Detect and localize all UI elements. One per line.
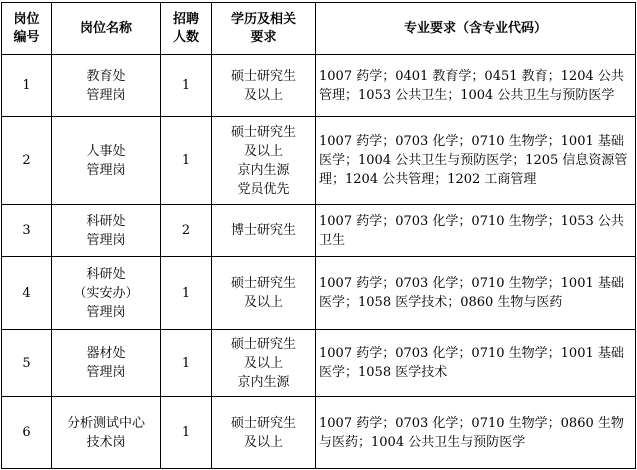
cell-count: 1: [161, 117, 212, 205]
cell-post-name: [52, 257, 161, 330]
post-name-line: 科研处: [86, 213, 126, 229]
job-posting-table: [1, 2, 636, 469]
header-row: [2, 3, 636, 55]
header-education-line1: 学历及相关: [230, 11, 296, 27]
education-line: 及以上: [243, 434, 283, 450]
education-line: 博士研究生: [230, 223, 296, 238]
post-name-line: 人事处: [86, 143, 126, 159]
post-name-line: 管理岗: [86, 232, 126, 248]
education-line: 及以上: [243, 143, 283, 159]
cell-major: 1007 药学；0703 化学；0710 生物学；1001 基础医学；1058 医学技术；0860 生物与医药: [316, 257, 636, 330]
header-education: [212, 3, 316, 55]
cell-post-id: 5: [2, 330, 52, 397]
header-count-line1: 招聘: [172, 11, 199, 27]
cell-count: 2: [161, 205, 212, 257]
cell-major: 1007 药学；0703 化学；0710 生物学；1001 基础医学；1058 医学技术: [316, 330, 636, 397]
header-post-id-line1: 岗位: [13, 11, 40, 27]
cell-count: 1: [161, 257, 212, 330]
table-body: [2, 55, 636, 469]
cell-post-name: [52, 205, 161, 257]
header-post-name: 岗位名称: [52, 3, 161, 55]
cell-post-id: 3: [2, 205, 52, 257]
post-name-line: 管理岗: [86, 304, 126, 320]
table-row: [2, 205, 636, 257]
education-line: 党员优先: [237, 181, 290, 197]
header-education-line2: 要求: [250, 29, 277, 45]
cell-major: 1007 药学；0703 化学；0710 生物学；1053 公共卫生: [316, 205, 636, 257]
cell-major: 1007 药学；0703 化学；0710 生物学；0860 生物与医药；1004 公共卫生与预防医学: [316, 397, 636, 469]
cell-education: [212, 205, 316, 257]
cell-education: [212, 55, 316, 117]
post-name-line: 器材处: [86, 346, 126, 361]
education-line: 硕士研究生: [230, 124, 296, 140]
cell-post-name: [52, 397, 161, 469]
post-name-line: 分析测试中心: [66, 415, 145, 431]
education-line: 硕士研究生: [230, 68, 296, 84]
cell-post-id: 1: [2, 55, 52, 117]
education-line: 硕士研究生: [230, 415, 296, 431]
header-post-id-line2: 编号: [13, 29, 40, 45]
cell-major: 1007 药学；0703 化学；0710 生物学；1001 基础医学；1004 公共卫生与预防医学；1205 信息资源管理；1204 公共管理；1202 工商管理: [316, 117, 636, 205]
cell-count: 1: [161, 55, 212, 117]
cell-count: 1: [161, 397, 212, 469]
post-name-line: 教育处: [86, 68, 126, 84]
post-name-line: 科研处: [86, 266, 126, 282]
education-line: 及以上: [243, 295, 283, 310]
cell-education: [212, 330, 316, 397]
post-name-line: 管理岗: [86, 87, 126, 103]
education-line: 及以上: [243, 355, 283, 371]
table-row: [2, 330, 636, 397]
header-count-line2: 人数: [172, 29, 199, 45]
table-row: [2, 117, 636, 205]
header-count: [161, 3, 212, 55]
post-name-line: 技术岗: [86, 434, 126, 450]
post-name-line: 管理岗: [86, 365, 126, 380]
cell-post-name: [52, 330, 161, 397]
table-row: [2, 55, 636, 117]
table-row: [2, 257, 636, 330]
education-line: 硕士研究生: [230, 336, 296, 352]
cell-education: [212, 257, 316, 330]
cell-post-id: 2: [2, 117, 52, 205]
post-name-line: 管理岗: [86, 162, 126, 178]
cell-education: [212, 397, 316, 469]
education-line: 及以上: [243, 87, 283, 103]
education-line: 京内生源: [237, 162, 290, 178]
cell-post-name: [52, 117, 161, 205]
cell-education: [212, 117, 316, 205]
cell-post-name: [52, 55, 161, 117]
education-line: 京内生源: [237, 374, 290, 390]
table-row: [2, 397, 636, 469]
cell-post-id: 4: [2, 257, 52, 330]
cell-major: 1007 药学；0401 教育学；0451 教育；1204 公共管理；1053 公共卫生；1004 公共卫生与预防医学: [316, 55, 636, 117]
education-line: 硕士研究生: [230, 276, 296, 291]
post-name-line: （实安办）: [73, 285, 139, 301]
cell-post-id: 6: [2, 397, 52, 469]
header-major: 专业要求（含专业代码）: [316, 3, 636, 55]
header-post-id: [2, 3, 52, 55]
cell-count: 1: [161, 330, 212, 397]
